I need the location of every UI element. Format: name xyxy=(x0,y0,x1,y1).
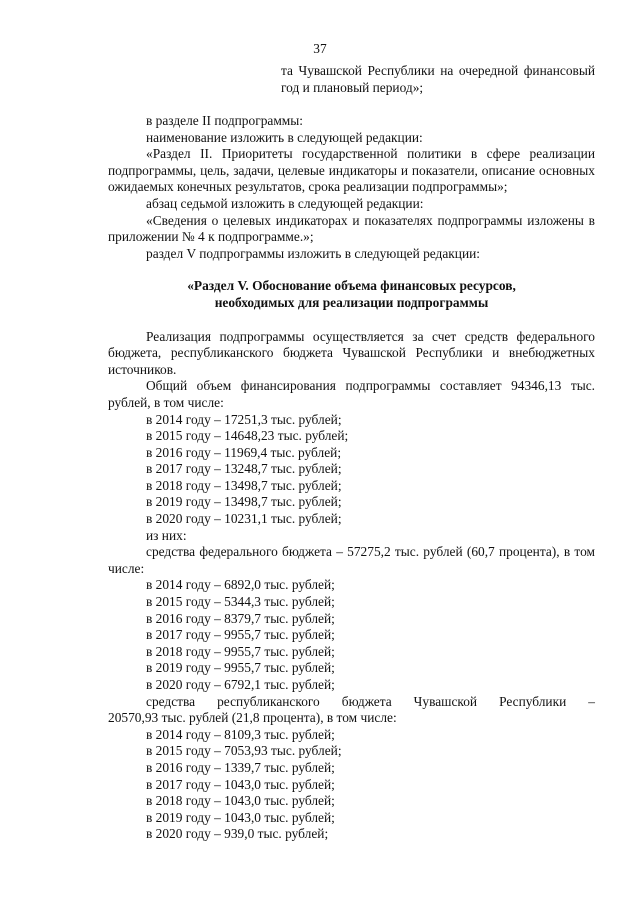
list-item: в 2017 году – 1043,0 тыс. рублей; xyxy=(146,776,335,792)
list-item: в 2019 году – 13498,7 тыс. рублей; xyxy=(146,494,342,510)
republic-word: бюджета xyxy=(341,693,392,709)
republic-years-list xyxy=(108,727,595,843)
list-item: в 2017 году – 9955,7 тыс. рублей; xyxy=(146,627,335,643)
list-item: в 2016 году – 11969,4 тыс. рублей; xyxy=(146,444,342,460)
list-item: в 2020 году – 939,0 тыс. рублей; xyxy=(146,826,329,842)
list-item: в 2017 году – 13248,7 тыс. рублей; xyxy=(146,461,342,477)
list-item: в 2018 году – 13498,7 тыс. рублей; xyxy=(146,477,342,493)
section-heading-line: «Раздел V. Обоснование объема финансовых ресурсов, xyxy=(187,278,516,294)
section-heading-line: необходимых для реализации подпрограммы xyxy=(214,294,489,310)
continuation-paragraph: та Чувашской Республики на очередной финансовый год и плановый период»; xyxy=(281,63,595,95)
list-item: в 2020 году – 6792,1 тыс. рублей; xyxy=(146,677,335,692)
list-item: в 2014 году – 8109,3 тыс. рублей; xyxy=(146,726,335,742)
federal-paragraph: средства федерального бюджета – 57275,2 тыс. рублей (60,7 процента), в том числе: xyxy=(108,544,595,576)
list-item: в 2014 году – 17251,3 тыс. рублей; xyxy=(146,411,342,427)
list-item: в 2014 году – 6892,0 тыс. рублей; xyxy=(146,577,335,593)
intro-paragraph: наименование изложить в следующей редакции: xyxy=(146,129,423,145)
intro-paragraph: «Раздел II. Приоритеты государственной политики в сфере реализации подпрограммы, цель, задачи, целевые индикаторы и показатели, описание основных ожидаемых конечных результатов, срока реализации подпрограммы»; xyxy=(108,146,595,195)
list-item: в 2018 году – 9955,7 тыс. рублей; xyxy=(146,643,335,659)
intro-paragraph: «Сведения о целевых индикаторах и показателях подпрограммы изложены в приложении № 4 к подпрограмме.»; xyxy=(108,212,595,245)
list-item: в 2015 году – 5344,3 тыс. рублей; xyxy=(146,594,335,610)
list-item: в 2020 году – 10231,1 тыс. рублей; xyxy=(146,511,342,527)
list-item: в 2019 году – 1043,0 тыс. рублей; xyxy=(146,809,335,825)
total-paragraph: Общий объем финансирования подпрограммы составляет 94346,13 тыс. рублей, в том числе: xyxy=(108,378,595,410)
list-item: в 2015 году – 7053,93 тыс. рублей; xyxy=(146,743,342,759)
republic-paragraph-rest: 20570,93 тыс. рублей (21,8 процента), в том числе: xyxy=(108,710,397,726)
realization-paragraph: Реализация подпрограммы осуществляется за счет средств федерального бюджета, республиканского бюджета Чувашской Республики и внебюджетных источников. xyxy=(108,328,595,377)
republic-word: средства xyxy=(146,693,196,709)
list-item: в 2019 году – 9955,7 тыс. рублей; xyxy=(146,660,335,676)
list-item: в 2018 году – 1043,0 тыс. рублей; xyxy=(146,793,335,809)
republic-word: Республики xyxy=(499,693,567,709)
total-years-list xyxy=(108,412,595,528)
continuation-text xyxy=(281,63,595,96)
list-item: в 2016 году – 8379,7 тыс. рублей; xyxy=(146,610,335,626)
republic-word: республиканского xyxy=(217,693,320,709)
of-them-label: из них: xyxy=(146,527,187,543)
list-item: в 2015 году – 14648,23 тыс. рублей; xyxy=(146,428,349,444)
intro-paragraph: абзац седьмой изложить в следующей редакции: xyxy=(146,195,424,211)
intro-paragraph: в разделе II подпрограммы: xyxy=(146,113,303,128)
republic-word: – xyxy=(588,693,595,709)
republic-word: Чувашской xyxy=(413,693,478,709)
list-item: в 2016 году – 1339,7 тыс. рублей; xyxy=(146,759,335,775)
federal-years-list xyxy=(108,577,595,693)
document-body xyxy=(108,113,595,843)
intro-paragraph: раздел V подпрограммы изложить в следующей редакции: xyxy=(146,245,481,261)
republic-paragraph-line xyxy=(108,694,595,711)
section-heading xyxy=(108,278,595,311)
page-number: 37 xyxy=(313,41,327,56)
